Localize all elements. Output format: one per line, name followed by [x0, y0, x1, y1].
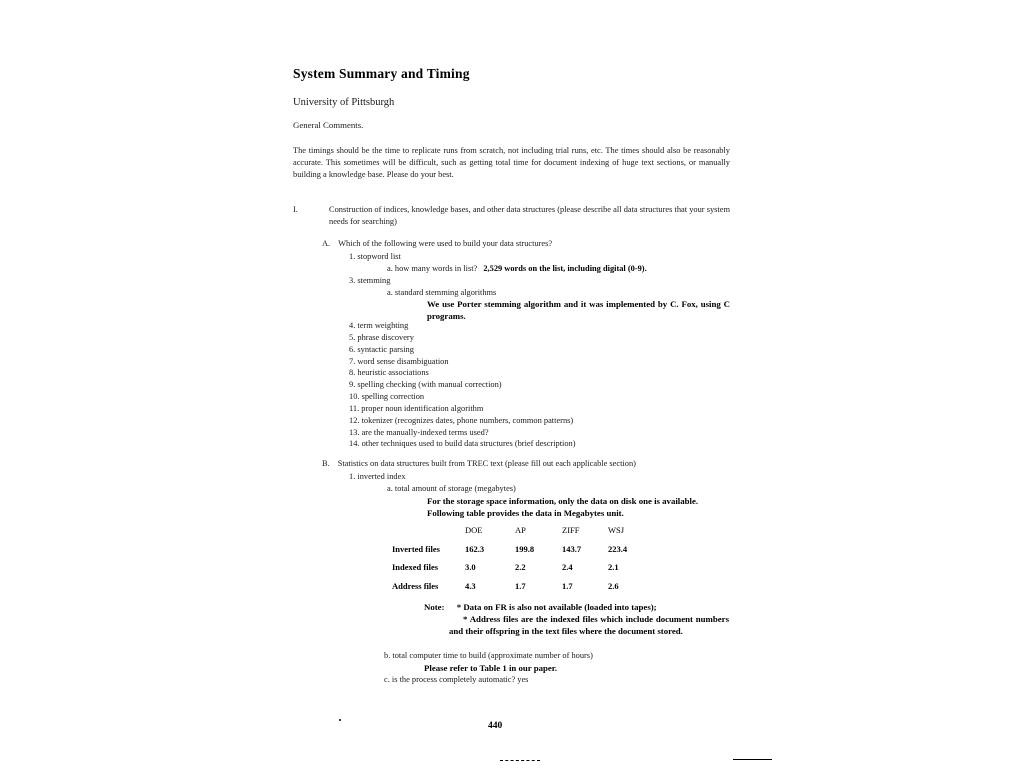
table-row-label: Inverted files [392, 544, 440, 554]
item-5: 5. phrase discovery [349, 332, 414, 342]
item-1a-line [387, 263, 647, 274]
item-11: 11. proper noun identification algorithm [349, 403, 484, 413]
table-cell: 143.7 [562, 544, 582, 554]
section-heading: Construction of indices, knowledge bases, and other data structures (please describe all data structures that your system needs for searching) [329, 205, 730, 226]
part-a-question: Which of the following were used to build your data structures? [338, 239, 553, 248]
note-bullet-2: * Address files are the indexed files which include document numbers and their offspring in the text files where the document stored. [449, 614, 729, 637]
b-item-1b: b. total computer time to build (approximate number of hours) [384, 651, 593, 660]
part-a-line [322, 238, 552, 249]
table-cell: 162.3 [465, 544, 485, 554]
table-col-header-doe: DOE [465, 525, 483, 535]
table-col-header-ziff: ZIFF [562, 525, 580, 535]
item-7: 7. word sense disambiguation [349, 356, 449, 366]
part-b-line [322, 458, 636, 469]
part-a-label: A. [322, 239, 331, 248]
general-comments-label: General Comments. [293, 120, 364, 130]
item-13: 13. are the manually-indexed terms used? [349, 427, 489, 437]
item-1a-question: a. how many words in list? [387, 264, 478, 273]
b-item-1a: a. total amount of storage (megabytes) [387, 484, 516, 493]
table-cell: 199.8 [515, 544, 535, 554]
table-cell: 2.4 [562, 562, 573, 572]
table-cell: 2.6 [608, 581, 619, 591]
table-col-header-wsj: WSJ [608, 525, 625, 535]
item-10: 10. spelling correction [349, 392, 425, 402]
b-item-1b-answer: Please refer to Table 1 in our paper. [424, 663, 558, 673]
b-item-1c: c. is the process completely automatic? yes [384, 675, 529, 684]
item-12: 12. tokenizer (recognizes dates, phone numbers, common patterns) [349, 415, 574, 425]
page-number: 440 [488, 721, 503, 731]
storage-info-line1: For the storage space information, only the data on disk one is available. [427, 496, 699, 506]
note-label: Note: [424, 602, 445, 612]
item-3a: a. standard stemming algorithms [387, 288, 497, 297]
table-row-label: Indexed files [392, 562, 439, 572]
table-cell: 1.7 [515, 581, 526, 591]
item-3a-answer: We use Porter stemming algorithm and it was implemented by C. Fox, using C programs. [427, 299, 730, 321]
table-cell: 4.3 [465, 581, 476, 591]
item-4: 4. term weighting [349, 321, 409, 330]
section-numeral: I. [293, 205, 298, 214]
note-bullet-1: * Data on FR is also not available (loaded into tapes); [456, 602, 657, 612]
item-9: 9. spelling checking (with manual correction) [349, 380, 502, 390]
table-row-label: Address files [392, 581, 439, 591]
item-1a-answer: 2,529 words on the list, including digital (0-9). [483, 264, 647, 273]
scan-artifact-line [733, 759, 772, 760]
page-title: System Summary and Timing [293, 66, 470, 81]
item-3-stemming: 3. stemming [349, 276, 391, 285]
item-8: 8. heuristic associations [349, 368, 429, 378]
part-b-question: Statistics on data structures built from TREC text (please fill out each applicable section) [337, 459, 636, 468]
table-cell: 1.7 [562, 581, 573, 591]
b-item-1: 1. inverted index [349, 472, 406, 481]
table-cell: 223.4 [608, 544, 628, 554]
scan-artifact-dashes [500, 760, 540, 761]
table-col-header-ap: AP [515, 525, 526, 535]
table-cell: 2.2 [515, 562, 526, 572]
part-b-label: B. [322, 459, 330, 468]
note-line-1 [424, 601, 657, 613]
part-a-items-list [349, 320, 576, 450]
item-1-stopword-list: 1. stopword list [349, 252, 401, 261]
table-cell: 3.0 [465, 562, 476, 572]
item-6: 6. syntactic parsing [349, 344, 414, 354]
item-14: 14. other techniques used to build data structures (brief description) [349, 439, 576, 449]
table-cell: 2.1 [608, 562, 619, 572]
intro-paragraph: The timings should be the time to replicate runs from scratch, not including trial runs, etc. The times should also be reasonably accurate. This sometimes will be difficult, such as getting total time for document indexing of huge text sections, or manually building a knowledge base. Please do your best. [293, 146, 730, 179]
scan-artifact-dot [339, 719, 341, 721]
affiliation: University of Pittsburgh [293, 97, 395, 108]
storage-info-line2: Following table provides the data in Megabytes unit. [427, 508, 624, 518]
